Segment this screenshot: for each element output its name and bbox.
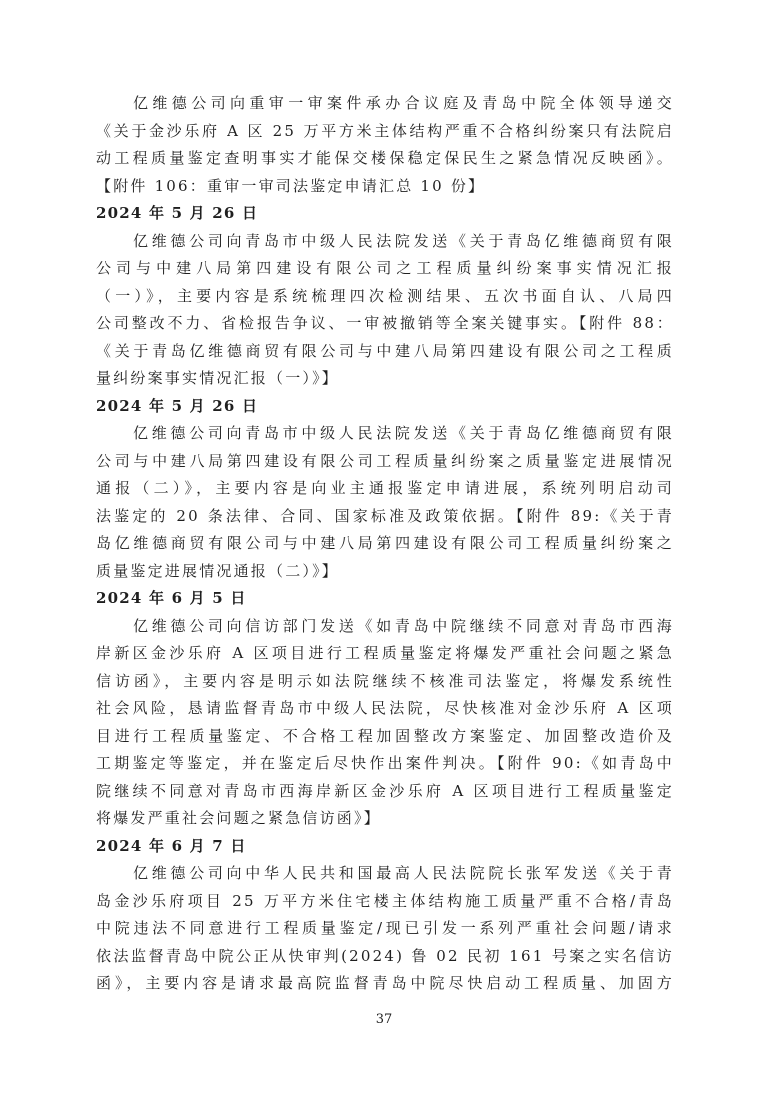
text-line: 亿维德公司向青岛市中级人民法院发送《关于青岛亿维德商贸有限 xyxy=(133,231,674,250)
text-line: 将爆发严重社会问题之紧急信访函》】 xyxy=(96,809,381,827)
text-line: 法鉴定的 20 条法律、合同、国家标准及政策依据。【附件 89:《关于青 xyxy=(96,506,674,525)
text-line: 亿维德公司向信访部门发送《如青岛中院继续不同意对青岛市西海 xyxy=(133,616,674,635)
text-line: 公司整改不力、省检报告争议、一审被撤销等全案关键事实。【附件 88： xyxy=(96,314,674,332)
date-heading: 2024 年 6 月 5 日 xyxy=(96,589,247,607)
text-line: 公司与中建八局第四建设有限公司之工程质量纠纷案事实情况汇报 xyxy=(96,259,674,277)
text-line: 《关于青岛亿维德商贸有限公司与中建八局第四建设有限公司之工程质 xyxy=(96,341,674,360)
text-line: 岛亿维德商贸有限公司与中建八局第四建设有限公司工程质量纠纷案之 xyxy=(96,534,674,552)
text-line: 院继续不同意对青岛市西海岸新区金沙乐府 A 区项目进行工程质量鉴定 xyxy=(96,781,674,800)
page-number: 37 xyxy=(375,1012,393,1027)
text-line: 函》，主要内容是请求最高院监督青岛中院尽快启动工程质量、加固方 xyxy=(96,974,674,992)
document-body xyxy=(96,90,674,998)
text-line: （一）》，主要内容是系统梳理四次检测结果、五次书面自认、八局四 xyxy=(96,286,674,305)
text-line: 公司与中建八局第四建设有限公司工程质量纠纷案之质量鉴定进展情况 xyxy=(96,451,674,470)
text-line: 工期鉴定等鉴定，并在鉴定后尽快作出案件判决。【附件 90:《如青岛中 xyxy=(96,754,674,772)
text-line: 中院违法不同意进行工程质量鉴定/现已引发一系列严重社会问题/请求 xyxy=(96,919,674,937)
text-line: 《关于金沙乐府 A 区 25 万平方米主体结构严重不合格纠纷案只有法院启 xyxy=(96,121,674,140)
date-heading: 2024 年 6 月 7 日 xyxy=(96,836,247,855)
text-line: 亿维德公司向青岛市中级人民法院发送《关于青岛亿维德商贸有限 xyxy=(133,424,674,442)
text-line: 【附件 106：重审一审司法鉴定申请汇总 10 份】 xyxy=(96,176,486,195)
text-line: 质量鉴定进展情况通报（二）》】 xyxy=(96,561,340,580)
text-line: 通报（二）》，主要内容是向业主通报鉴定申请进展，系统列明启动司 xyxy=(96,479,674,497)
text-line: 岸新区金沙乐府 A 区项目进行工程质量鉴定将爆发严重社会问题之紧急 xyxy=(96,644,674,662)
date-heading: 2024 年 5 月 26 日 xyxy=(96,204,259,222)
text-line: 亿维德公司向中华人民共和国最高人民法院院长张军发送《关于青 xyxy=(133,864,674,882)
text-line: 依法监督青岛中院公正从快审判(2024) 鲁 02 民初 161 号案之实名信访 xyxy=(96,946,674,965)
text-line: 社会风险，恳请监督青岛市中级人民法院，尽快核准对金沙乐府 A 区项 xyxy=(96,699,674,717)
date-heading: 2024 年 5 月 26 日 xyxy=(96,396,259,415)
text-line: 岛金沙乐府项目 25 万平方米住宅楼主体结构施工质量严重不合格/青岛 xyxy=(96,891,674,910)
text-line: 亿维德公司向重审一审案件承办合议庭及青岛中院全体领导递交 xyxy=(133,94,674,112)
text-line: 动工程质量鉴定查明事实才能保交楼保稳定保民生之紧急情况反映函》。 xyxy=(96,149,674,167)
text-line: 目进行工程质量鉴定、不合格工程加固整改方案鉴定、加固整改造价及 xyxy=(96,726,674,745)
text-line: 量纠纷案事实情况汇报（一）》】 xyxy=(96,369,340,387)
text-line: 信访函》，主要内容是明示如法院继续不核准司法鉴定，将爆发系统性 xyxy=(96,671,674,690)
